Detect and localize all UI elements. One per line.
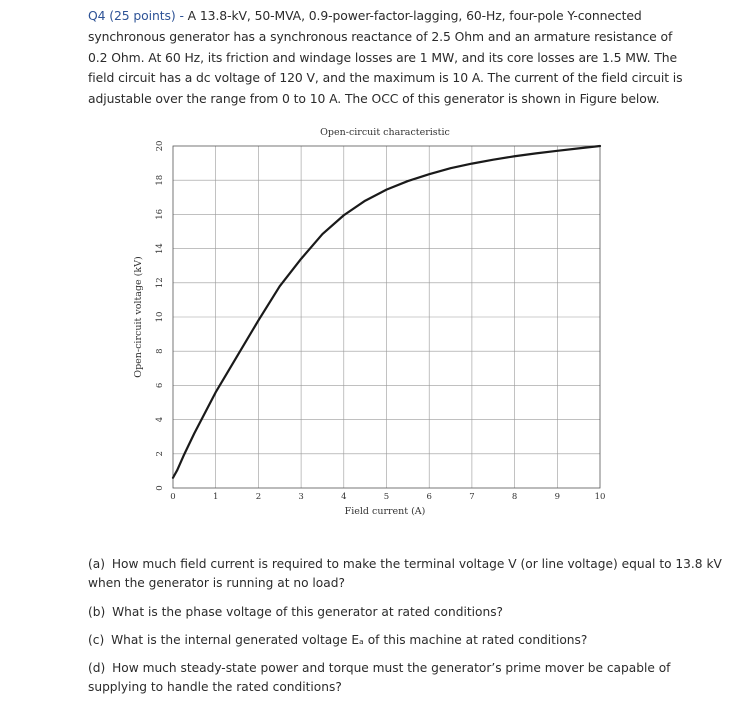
problem-statement xyxy=(88,6,688,110)
chart-title: Open-circuit characteristic xyxy=(320,127,450,138)
question-a-text: How much field current is required to make the terminal voltage V (or line voltage) equal to 13.8 kV when the generator is running at no load? xyxy=(88,557,722,590)
y-tick-label: 2 xyxy=(155,451,165,457)
question-b xyxy=(88,603,728,622)
question-b-label: (b) xyxy=(88,605,106,619)
problem-separator: - xyxy=(175,8,188,23)
x-tick-label: 10 xyxy=(594,492,606,502)
question-d-text: How much steady-state power and torque must the generator’s prime mover be capable of supplying to handle the rated conditions? xyxy=(88,661,671,694)
x-tick-label: 9 xyxy=(554,492,561,502)
x-tick-labels xyxy=(170,492,605,502)
question-a-label: (a) xyxy=(88,557,105,571)
x-tick-label: 6 xyxy=(426,492,432,502)
occ-chart xyxy=(128,118,618,528)
y-tick-label: 0 xyxy=(155,485,165,491)
x-tick-label: 8 xyxy=(511,492,518,502)
question-c xyxy=(88,631,728,650)
y-tick-label: 6 xyxy=(155,382,165,389)
x-tick-label: 2 xyxy=(255,492,262,502)
problem-text: A 13.8-kV, 50-MVA, 0.9-power-factor-lagging, 60-Hz, four-pole Y-connected synchronous generator has a synchronous reactance of 2.5 Ohm and an armature resistance of 0.2 Ohm. At 60 Hz, its friction and windage losses are 1 MW, and its core losses are 1.5 MW. The field circuit has a dc voltage of 120 V, and the maximum is 10 A. The current of the field circuit is adjustable over the range from 0 to 10 A. The OCC of this generator is shown in Figure below. xyxy=(88,8,683,107)
question-c-label: (c) xyxy=(88,633,105,647)
y-tick-label: 12 xyxy=(155,277,165,289)
x-tick-label: 1 xyxy=(212,492,219,502)
question-c-text: What is the internal generated voltage Eₐ of this machine at rated conditions? xyxy=(111,633,588,647)
grid-lines xyxy=(173,146,600,488)
question-d xyxy=(88,659,728,697)
x-tick-label: 5 xyxy=(383,492,390,502)
y-tick-label: 10 xyxy=(155,311,165,323)
x-axis-label: Field current (A) xyxy=(344,506,426,517)
y-tick-label: 16 xyxy=(155,208,165,220)
x-tick-label: 7 xyxy=(469,492,475,502)
y-tick-label: 14 xyxy=(155,243,165,255)
y-tick-label: 8 xyxy=(155,348,165,354)
y-tick-label: 4 xyxy=(155,416,165,423)
question-b-text: What is the phase voltage of this generator at rated conditions? xyxy=(112,605,504,619)
y-tick-label: 20 xyxy=(155,140,165,152)
question-a xyxy=(88,555,728,593)
y-tick-labels xyxy=(155,141,165,491)
y-axis-label: Open-circuit voltage (kV) xyxy=(133,256,144,378)
y-tick-label: 18 xyxy=(155,174,165,186)
x-tick-label: 3 xyxy=(298,492,304,502)
x-tick-label: 0 xyxy=(170,492,176,502)
question-d-label: (d) xyxy=(88,661,106,675)
problem-label: Q4 (25 points) xyxy=(88,8,176,23)
x-tick-label: 4 xyxy=(341,492,347,502)
question-list xyxy=(88,555,728,707)
